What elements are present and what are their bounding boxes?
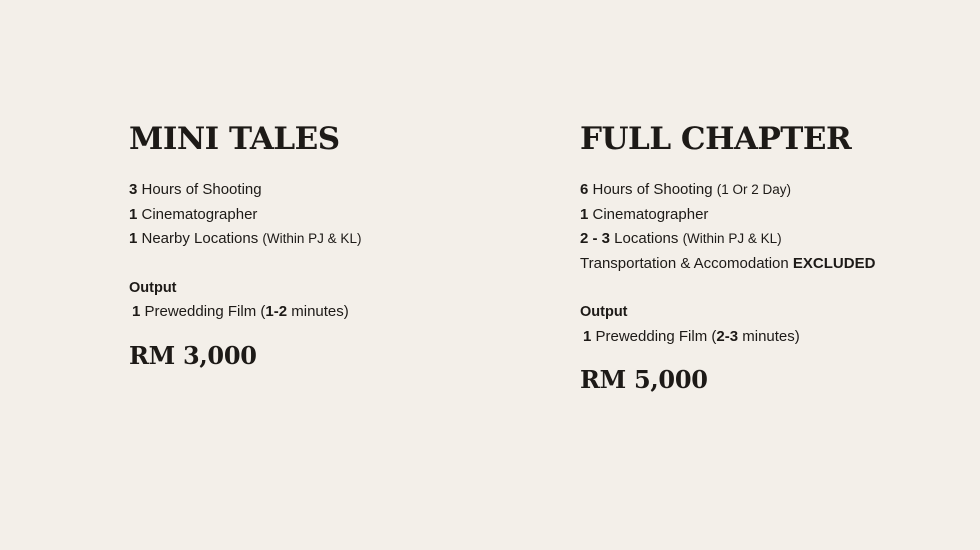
output-duration: 1-2 [265,303,288,320]
inclusion-text: Cinematographer [137,205,258,223]
output-count: 1 [583,327,592,345]
inclusion-cinematographer [129,203,509,228]
inclusion-count: 6 [580,181,589,198]
inclusion-transport [580,252,960,277]
output-heading: Output [129,279,177,296]
output-text: Prewedding Film ( [140,303,266,320]
package-price: RM 3,000 [129,340,257,370]
inclusion-hours [129,178,509,203]
transport-excluded: EXCLUDED [792,254,876,272]
package-inclusions [129,178,509,252]
package-price: RM 5,000 [580,365,708,394]
inclusion-locations [580,227,960,252]
output-heading: Output [580,304,628,320]
output-count: 1 [132,303,141,320]
inclusion-cinematographer [580,203,960,228]
package-title: MINI TALES [129,121,340,157]
inclusion-text: Hours of Shooting [588,181,717,198]
package-mini-tales [129,120,509,371]
output-duration: 2-3 [716,327,739,345]
inclusion-text: Hours of Shooting [137,181,262,198]
package-inclusions [580,178,960,276]
output-film [129,300,509,325]
inclusion-count: 1 [129,230,138,247]
inclusion-note: (1 Or 2 Day) [716,182,792,197]
inclusion-count: 3 [129,181,138,198]
inclusion-text: Locations [610,230,683,247]
inclusion-text: Nearby Locations [137,230,263,247]
inclusion-count: 1 [580,205,589,223]
inclusion-hours [580,178,960,203]
transport-text: Transportation & Accomodation [580,254,793,272]
output-text-end: minutes) [738,327,800,345]
inclusion-note: (Within PJ & KL) [682,231,782,246]
inclusion-note: (Within PJ & KL) [262,231,362,246]
output-text: Prewedding Film ( [591,327,717,345]
output-film [580,325,960,350]
inclusion-text: Cinematographer [588,205,709,223]
package-full-chapter [580,120,960,395]
inclusion-locations [129,227,509,252]
inclusion-count: 1 [129,205,138,223]
inclusion-count: 2 - 3 [580,230,611,247]
package-title: FULL CHAPTER [580,121,852,157]
output-text-end: minutes) [287,303,349,320]
